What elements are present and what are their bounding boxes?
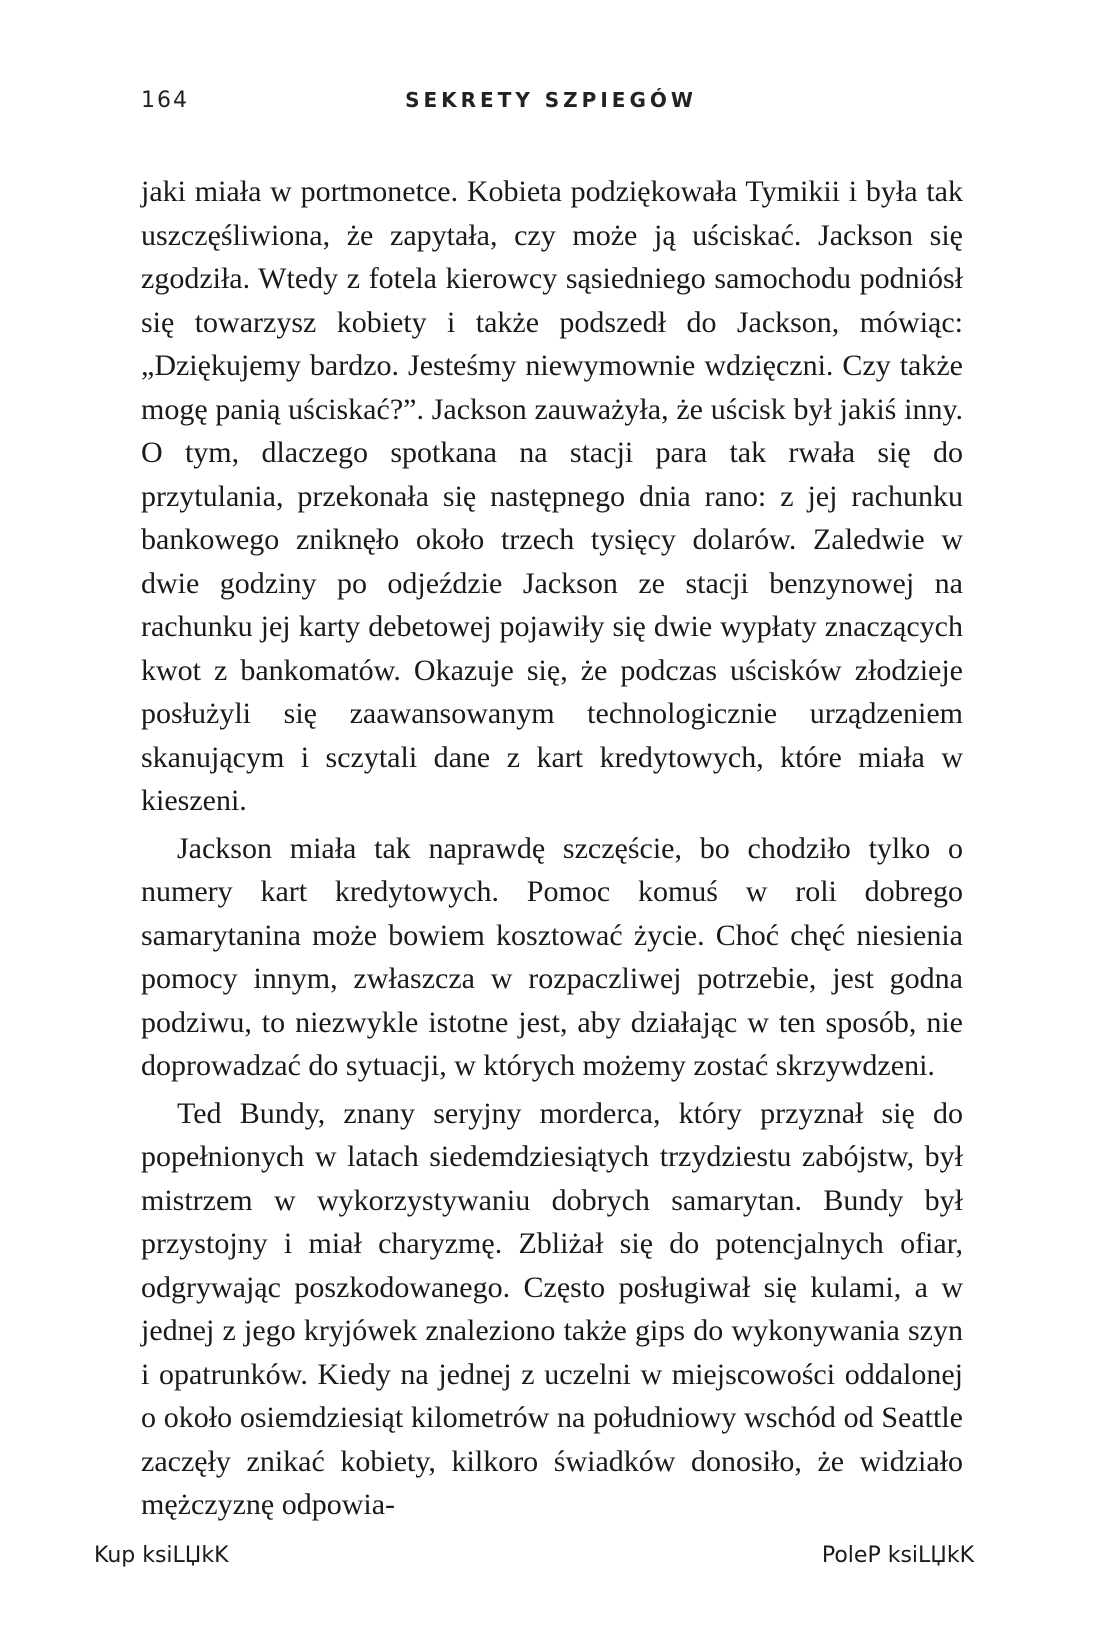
- page-number: 164: [141, 88, 189, 113]
- recommend-book-link[interactable]: PoleP ksiLЏkK: [821, 1543, 974, 1568]
- page-footer: [94, 1543, 974, 1579]
- page-header: [141, 88, 961, 128]
- paragraph-2: Jackson miała tak naprawdę szczęście, bo chodziło tylko o numery kart kredytowych. Pomoc komuś w roli dobrego samarytanina może bowiem kosztować życie. Choć chęć niesienia pomocy innym, zwłaszcza w rozpaczliwej potrzebie, jest godna podziwu, to niezwykle istotne jest, aby działając w ten sposób, nie doprowadzać do sytuacji, w których możemy zostać skrzywdzeni.: [141, 831, 963, 1082]
- paragraph-1: jaki miała w portmonetce. Kobieta podziękowała Tymikii i była tak uszczęśliwiona, że zapytała, czy może ją uściskać. Jackson się zgodziła. Wtedy z fotela kierowcy sąsiedniego samochodu podniósł się towarzysz kobiety i także podszedł do Jackson, mówiąc: „Dziękujemy bardzo. Jesteśmy niewymownie wdzięczni. Czy także mogę panią uściskać?”. Jackson zauważyła, że uścisk był jakiś inny. O tym, dlaczego spotkana na stacji para tak rwała się do przytulania, przekonała się następnego dnia rano: z jej rachunku bankowego zniknęło około trzech tysięcy dolarów. Zaledwie w dwie godziny po odjeździe Jackson ze stacji benzynowej na rachunku jej karty debetowej pojawiły się dwie wypłaty znaczących kwot z bankomatów. Okazuje się, że podczas uścisków złodzieje posłużyli się zaawansowanym technologicznie urządzeniem skanującym i sczytali dane z kart kredytowych, które miała w kieszeni.: [141, 175, 963, 817]
- running-title: SEKRETY SZPIEGÓW: [405, 88, 697, 112]
- buy-book-link[interactable]: Kup ksiLЏkK: [94, 1543, 229, 1568]
- paragraph-3: Ted Bundy, znany seryjny morderca, który przyznał się do popełnionych w latach siedemdziesiątych trzydziestu zabójstw, był mistrzem w wykorzystywaniu dobrych samarytan. Bundy był przystojny i miał charyzmę. Zbliżał się do potencjalnych ofiar, odgrywając poszkodowanego. Często posługiwał się kulami, a w jednej z jego kryjówek znaleziono także gips do wykonywania szyn i opatrunków. Kiedy na jednej z uczelni w miejscowości oddalonej o około osiemdziesiąt kilometrów na południowy wschód od Seattle zaczęły znikać kobiety, kilkoro świadków donosiło, że widziało mężczyznę odpowia-: [141, 1096, 963, 1521]
- body-text: [141, 170, 963, 1531]
